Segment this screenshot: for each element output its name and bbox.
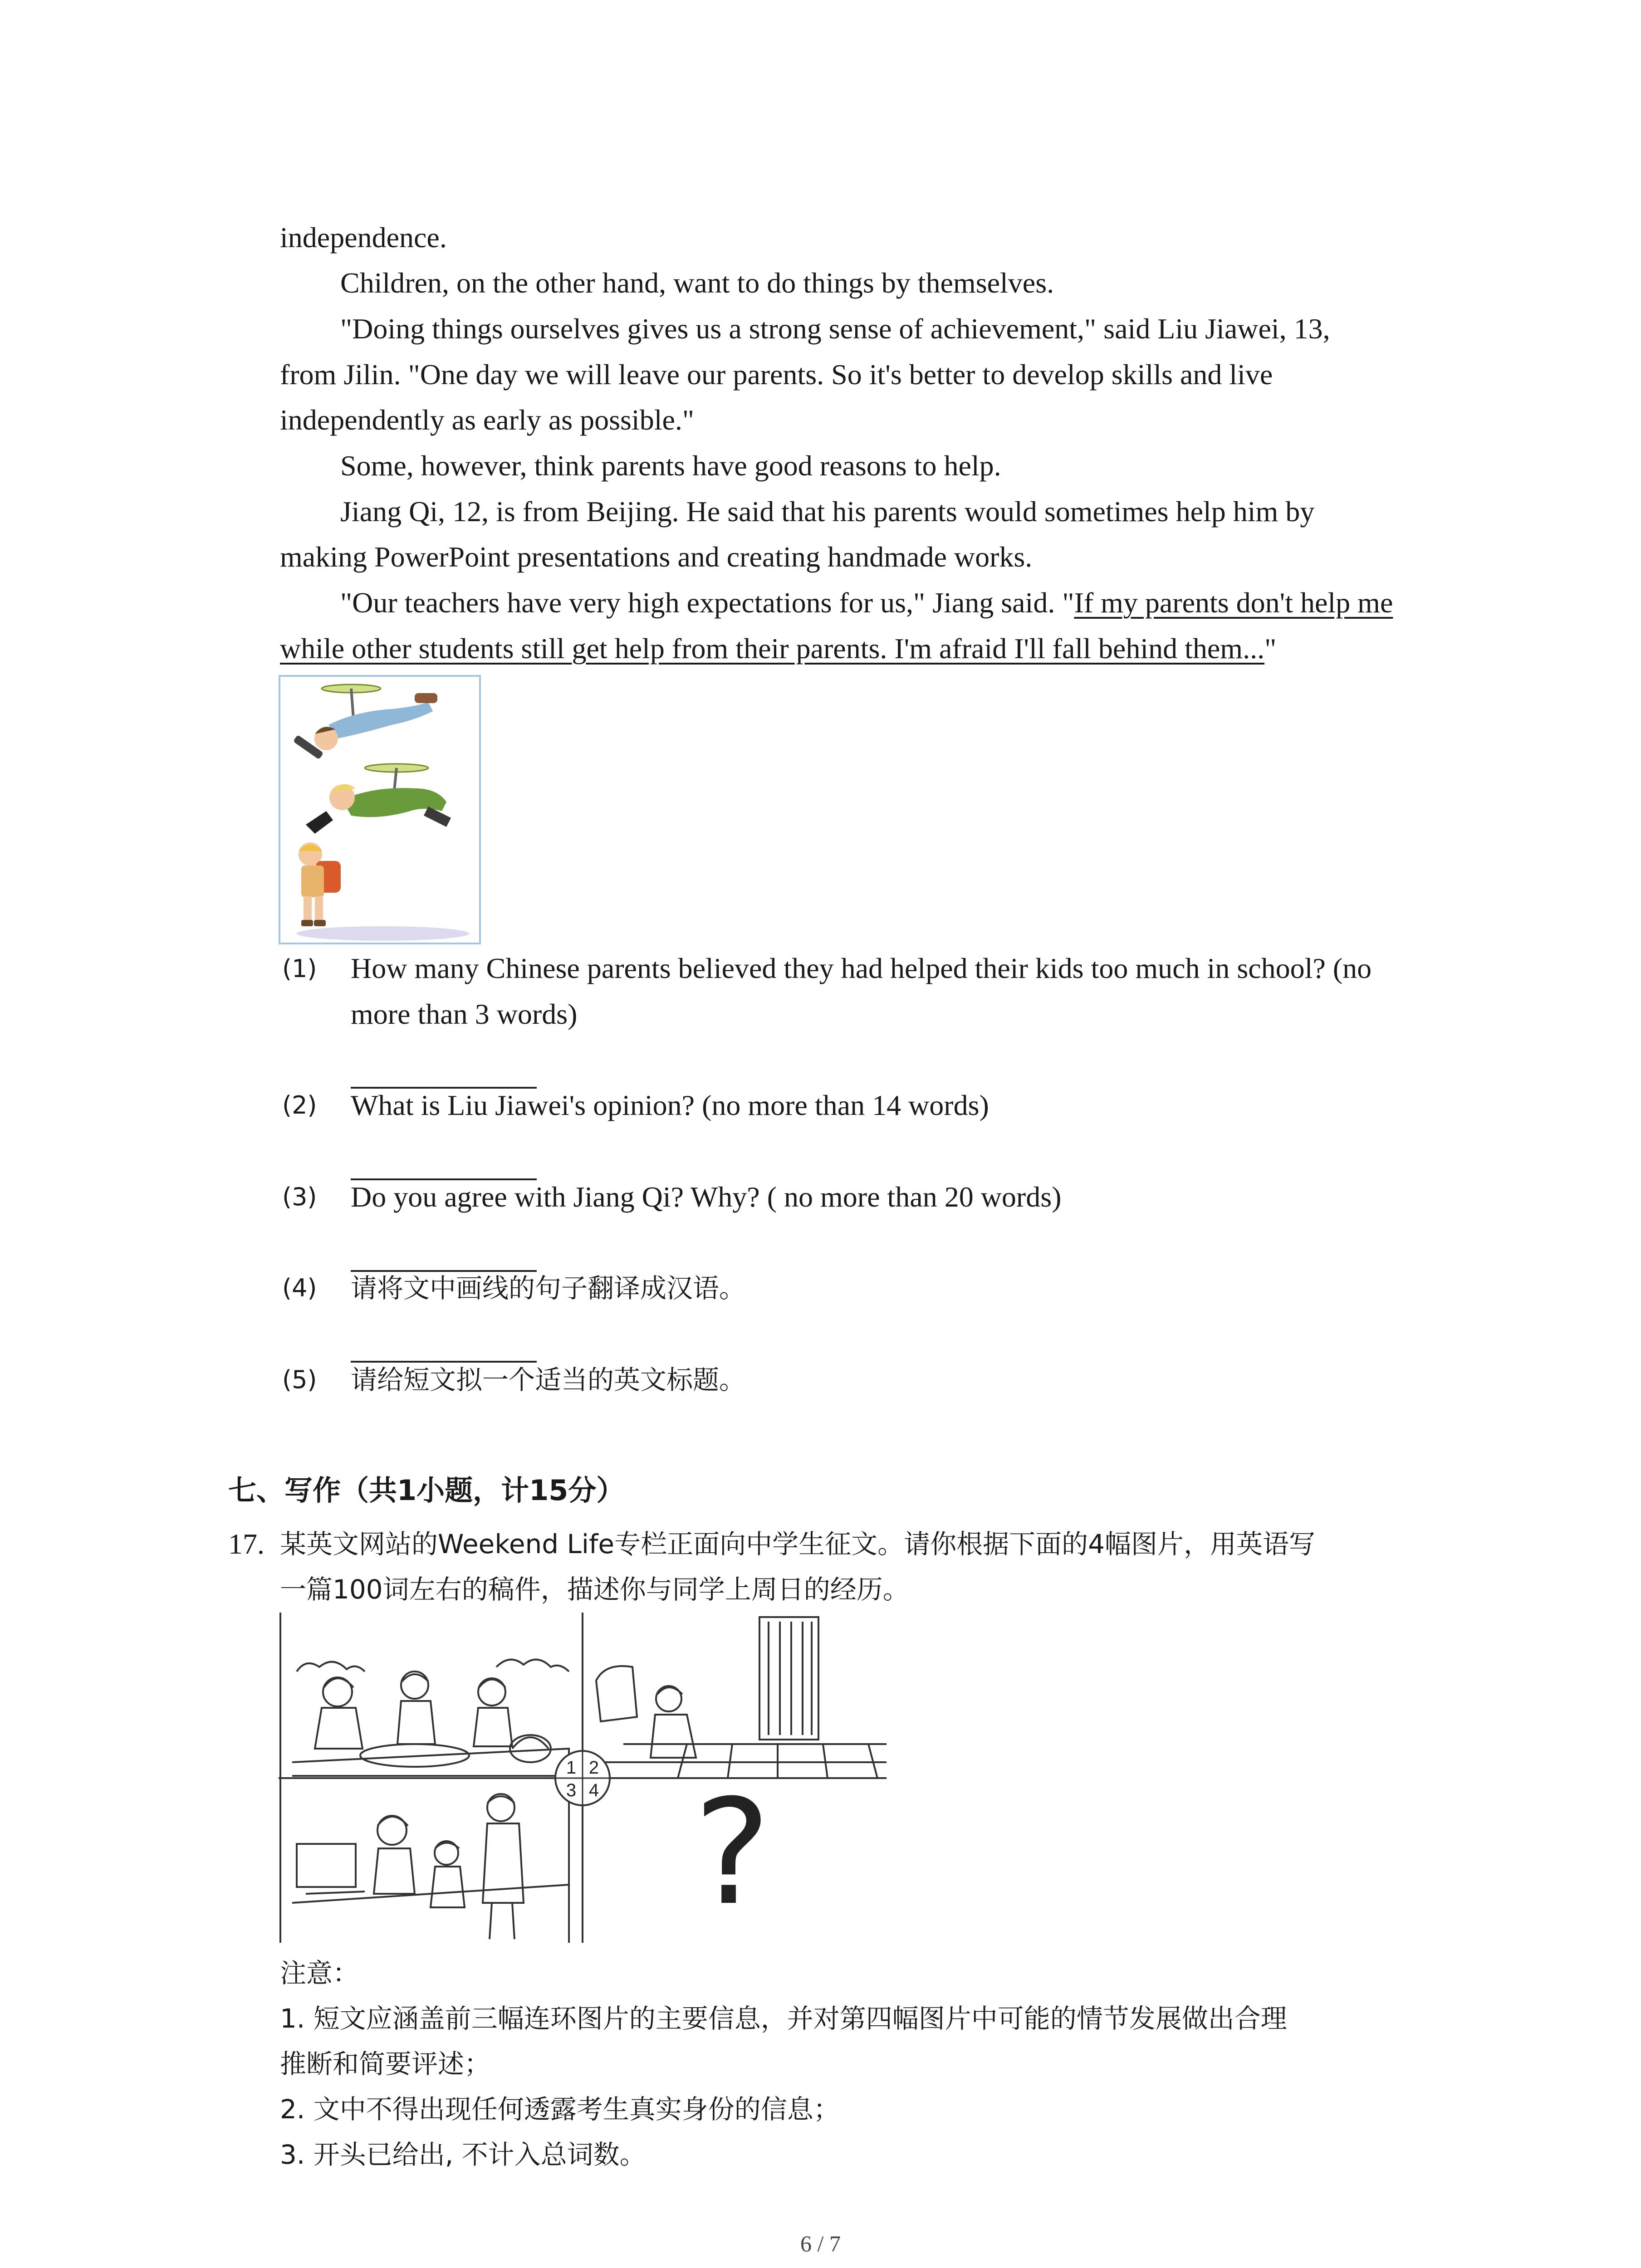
underlined-sentence-part-1: If my parents don't help me [1074,587,1393,619]
page-number: 6 / 7 [800,2231,841,2256]
panel-label-2: 2 [588,1758,599,1778]
passage-line-6: Some, however, think parents have good reasons to help. [340,450,1001,482]
question-1-text: How many Chinese parents believed they had helped their kids too much in school? (no [351,952,1372,984]
panel-label-4: 4 [588,1780,599,1800]
question-4-text: 请将文中画线的句子翻译成汉语。 [351,1273,746,1304]
panel-number-badge [555,1751,610,1805]
underlined-sentence-part-2: while other students still get help from their parents. I'm afraid I'll fall behind them... [280,632,1265,665]
passage-line-7: Jiang Qi, 12, is from Beijing. He said that his parents would sometimes help him by [340,495,1315,528]
question-number: (4) [282,1274,317,1302]
passage-line-2: Children, on the other hand, want to do things by themselves. [340,267,1054,299]
passage-line-9 [340,580,1393,626]
writing-question-number: 17. [228,1528,265,1560]
panel-label-1: 1 [566,1758,577,1778]
panel-label-3: 3 [566,1780,577,1800]
question-2-text: What is Liu Jiawei's opinion? (no more than 14 words) [351,1089,989,1121]
comic-strip-figure [279,1613,887,1943]
question-number: (1) [282,954,317,983]
note-1-line-1: 1. 短文应涵盖前三幅连环图片的主要信息，并对第四幅图片中可能的情节发展做出合理 [280,2003,1287,2034]
passage-line-5: independently as early as possible." [280,404,694,436]
writing-prompt-line-2: 一篇100词左右的稿件，描述你与同学上周日的经历。 [280,1574,909,1605]
question-mark: ? [694,1769,771,1937]
passage-line-3: "Doing things ourselves gives us a strong sense of achievement," said Liu Jiawei, 13, [340,313,1330,345]
question-3-text: Do you agree with Jiang Qi? Why? ( no more than 20 words) [351,1181,1062,1213]
helicopter-parents-illustration [279,675,481,944]
passage-line-9-text: "Our teachers have very high expectations for us," Jiang said. " [340,587,1074,619]
passage-line-1: independence. [280,221,447,254]
question-5-text: 请给短文拟一个适当的英文标题。 [351,1364,746,1395]
passage-line-8: making PowerPoint presentations and creating handmade works. [280,541,1033,573]
note-2: 2. 文中不得出现任何透露考生真实身份的信息； [280,2094,840,2125]
note-1-line-2: 推断和简要评述； [280,2048,491,2079]
question-1-text-cont: more than 3 words) [351,998,578,1030]
question-number: (2) [282,1091,317,1119]
writing-prompt-line-1: 某英文网站的Weekend Life专栏正面向中学生征文。请你根据下面的4幅图片，用英语写 [280,1529,1315,1559]
note-3: 3. 开头已给出, 不计入总词数。 [280,2139,646,2170]
question-number: (5) [282,1365,317,1394]
passage-line-10 [280,626,1276,671]
note-title: 注意： [280,1958,359,1989]
section-title-writing: 七、写作（共1小题，计15分） [228,1474,625,1507]
passage-line-4: from Jilin. "One day we will leave our parents. So it's better to develop skills and live [280,358,1273,391]
question-number: (3) [282,1183,317,1211]
passage-line-10-end: " [1264,632,1277,665]
